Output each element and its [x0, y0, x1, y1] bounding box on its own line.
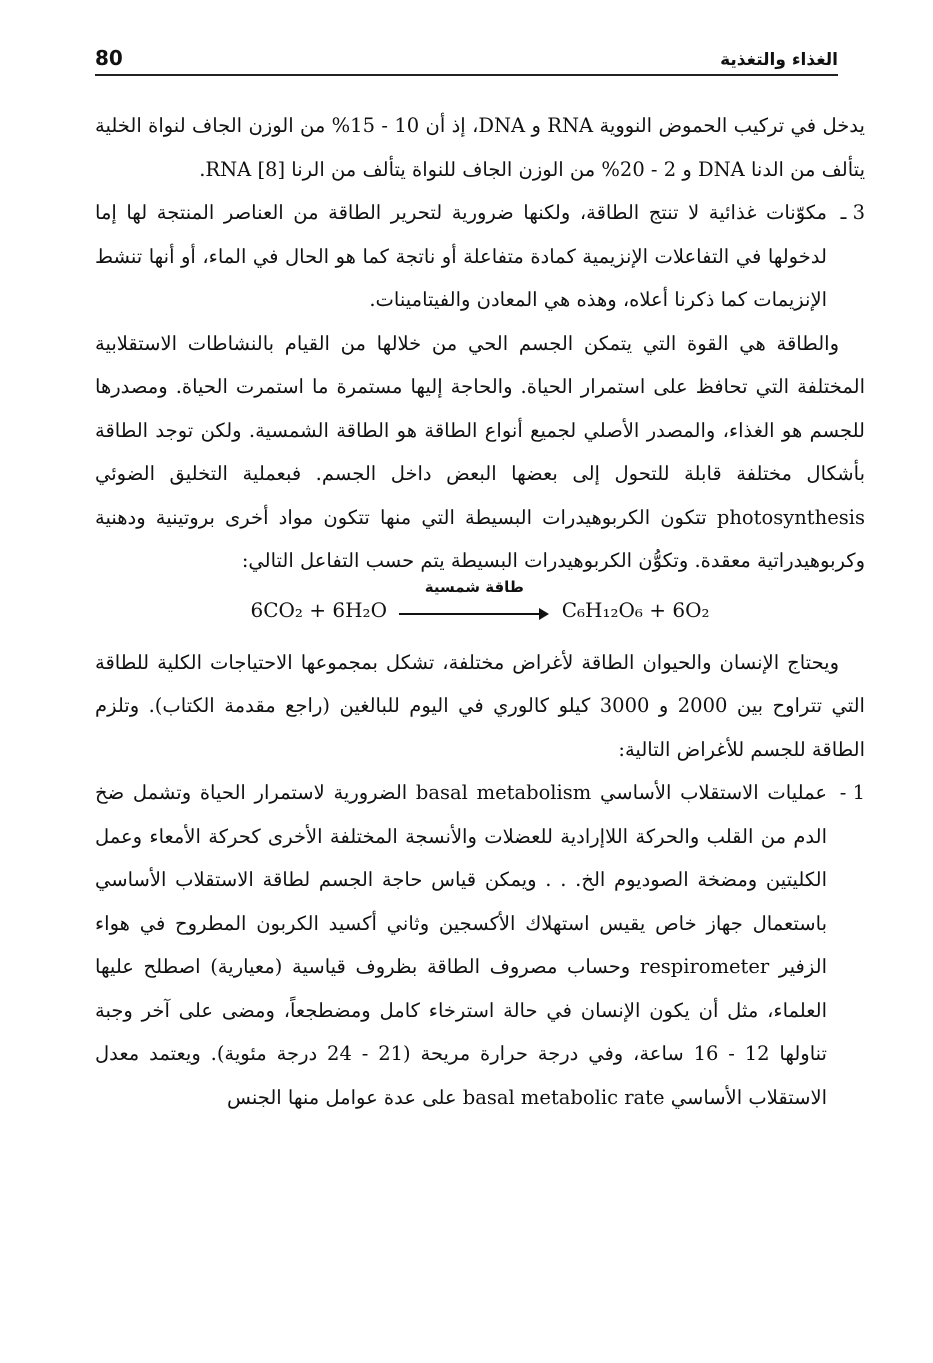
list-item-3 — [95, 191, 865, 322]
arrow-label: طاقة شمسية — [424, 578, 524, 596]
equation-products: C₆H₁₂O₆ + 6O₂ — [561, 597, 710, 622]
list-item-number: 1 - — [839, 781, 865, 804]
photosynthesis-equation — [95, 578, 865, 637]
page-header — [95, 40, 838, 70]
equation-reactants: 6CO₂ + 6H₂O — [250, 597, 387, 622]
list-item-text: عمليات الاستقلاب الأساسي basal metabolism الضرورية لاستمرار الحياة وتشمل ضخ الدم من القلب والحركة اللاإرادية للعضلات والأنسجة المختلفة الأخرى كحركة الأمعاء وعمل الكليتين ومضخة الصوديوم الخ. . . ويمكن قياس حاجة الجسم لطاقة الاستقلاب الأساسي باستعمال جهاز خاص يقيس استهلاك الأكسجين وثاني أكسيد الكربون المطروح في هواء الزفير respirometer وحساب مصروف الطاقة بظروف قياسية (معيارية) اصطلح عليها العلماء، مثل أن يكون الإنسان في حالة استرخاء كامل ومضطجعاً، ومضى على آخر وجبة تناولها 12 - 16 ساعة، وفي درجة حرارة مريحة (21 - 24 درجة مئوية). ويعتمد معدل الاستقلاب الأساسي basal metabolic rate على عدة عوامل منها الجنس — [95, 781, 827, 1109]
list-item-number: 3 ـ — [840, 201, 865, 224]
running-title: الغذاء والتغذية — [720, 50, 838, 70]
reaction-arrow-icon — [399, 578, 549, 621]
paragraph-nucleic-acids: يدخل في تركيب الحموض النووية RNA و DNA، إذ أن 10 - 15% من الوزن الجاف لنواة الخلية يتألف من الدنا DNA و 2 - 20% من الوزن الجاف للنواة يتألف من الرنا RNA [8]. — [95, 114, 865, 181]
page-body — [95, 104, 865, 1119]
list-item-text: مكوّنات غذائية لا تنتج الطاقة، ولكنها ضرورية لتحرير الطاقة من العناصر المنتجة لها إما لدخولها في التفاعلات الإنزيمية كمادة متفاعلة أو ناتجة كما هو الحال في الماء، أو أنها تنشط الإنزيمات كما ذكرنا أعلاه، وهذه هي المعادن والفيتامينات. — [95, 201, 827, 311]
paragraph-energy-needs: ويحتاج الإنسان والحيوان الطاقة لأغراض مختلفة، تشكل بمجموعها الاحتياجات الكلية للطاقة التي تتراوح بين 2000 و 3000 كيلو كالوري في اليوم للبالغين (راجع مقدمة الكتاب). وتلزم الطاقة للجسم للأغراض التالية: — [95, 650, 865, 761]
paragraph-energy: والطاقة هي القوة التي يتمكن الجسم الحي من خلالها من القيام بالنشاطات الاستقلابية المختلفة التي تحافظ على استمرار الحياة. والحاجة إليها مستمرة ما استمرت الحياة. ومصدرها للجسم هو الغذاء، والمصدر الأصلي لجميع أنواع الطاقة هو الطاقة الشمسية. ولكن توجد الطاقة بأشكال مختلفة قابلة للتحول إلى بعضها البعض داخل الجسم. فبعملية التخليق الضوئي photosynthesis تتكون الكربوهيدرات البسيطة التي منها تتكون مواد أخرى بروتينية ودهنية وكربوهيدراتية معقدة. وتكوُّن الكربوهيدرات البسيطة يتم حسب التفاعل التالي: — [95, 331, 865, 572]
header-rule — [95, 74, 838, 76]
list-item-1 — [95, 771, 865, 1119]
page-number: 80 — [95, 46, 123, 70]
